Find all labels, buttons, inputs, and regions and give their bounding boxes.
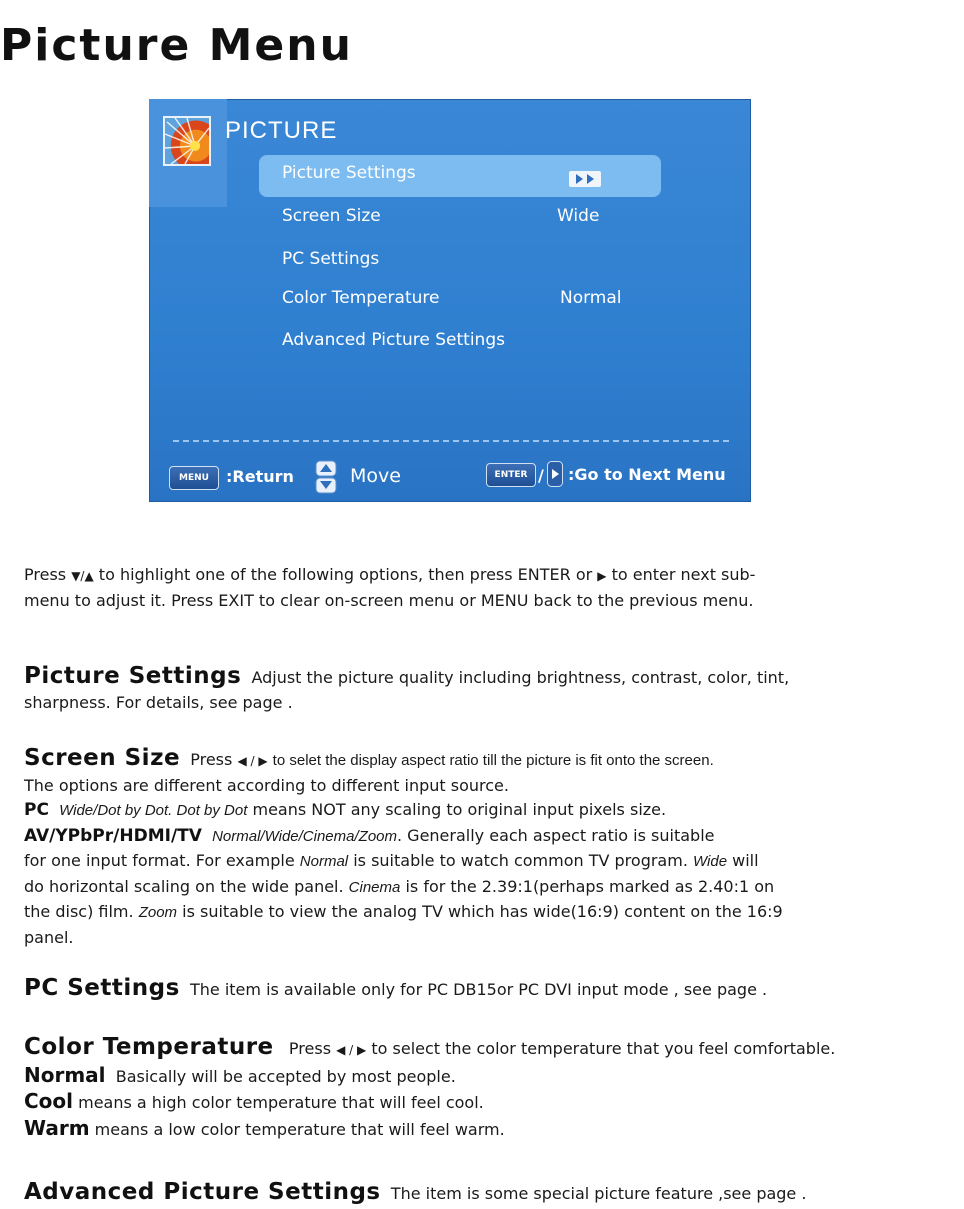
heading-advanced-picture-settings: Advanced Picture Settings [24, 1179, 381, 1205]
osd-picture-menu [149, 99, 751, 502]
osd-item-color-temperature[interactable]: Color Temperature [282, 288, 440, 308]
page-title: Picture Menu [0, 20, 353, 71]
picture-menu-flower-icon [163, 116, 211, 166]
down-up-arrow-icon: ▼/▲ [71, 569, 94, 583]
heading-color-temperature: Color Temperature [24, 1034, 274, 1060]
osd-value-color-temperature: Normal [560, 288, 622, 308]
osd-move-label: Move [350, 465, 401, 487]
osd-slash: / [538, 466, 544, 485]
section-picture-settings: Picture Settings Adjust the picture quality including brightness, contrast, color, tint, sharpness. For details, see page . [24, 663, 790, 712]
heading-picture-settings: Picture Settings [24, 663, 242, 689]
osd-item-picture-settings[interactable]: Picture Settings [282, 163, 416, 183]
osd-value-screen-size: Wide [557, 206, 600, 226]
section-color-temperature: Color Temperature Press ◀ / ▶ to select the color temperature that you feel comfortable. Normal Basically will be accepted by most people. Cool means a high color temperature that will feel cool. Warm means a low color temperature that will feel warm. [24, 1034, 836, 1140]
left-right-arrow-icon: ◀ / ▶ [237, 754, 268, 768]
menu-key-icon: MENU [169, 466, 219, 490]
osd-next-menu-label: :Go to Next Menu [568, 465, 726, 484]
osd-item-pc-settings[interactable]: PC Settings [282, 249, 380, 269]
osd-title: PICTURE [225, 117, 338, 144]
enter-key-icon: ENTER [486, 463, 536, 487]
right-key-icon [547, 461, 563, 487]
section-screen-size: Screen Size Press ◀ / ▶ to selet the display aspect ratio till the picture is fit onto the screen. The options are different according to different input source. PC Wide/Dot by Dot. Dot by Dot means NOT any scaling to original input pixels size. AV/YPbPr/HDMI/TV Normal/Wide/Cinema/Zoom. Generally each aspect ratio is suitable for one input format. For example Normal is suitable to watch common TV program. Wide will do horizontal scaling on the wide panel. Cinema is for the 2.39:1(perhaps marked as 2.40:1 on the disc) film. Zoom is suitable to view the analog TV which has wide(16:9) content on the 16:9 panel. [24, 745, 783, 947]
left-right-arrow-icon: ◀ / ▶ [336, 1043, 367, 1057]
osd-item-screen-size[interactable]: Screen Size [282, 206, 381, 226]
osd-return-label: :Return [226, 467, 294, 486]
osd-item-advanced-picture-settings[interactable]: Advanced Picture Settings [282, 330, 505, 350]
heading-pc-settings: PC Settings [24, 975, 180, 1001]
section-pc-settings: PC Settings The item is available only for PC DB15or PC DVI input mode , see page . [24, 975, 768, 1001]
right-arrow-icon: ▶ [597, 569, 607, 583]
osd-divider [173, 440, 729, 442]
up-down-move-icon [315, 460, 337, 494]
double-right-arrow-icon [569, 171, 601, 187]
heading-screen-size: Screen Size [24, 745, 181, 771]
intro-paragraph: Press ▼/▲ to highlight one of the following options, then press ENTER or ▶ to enter next sub- menu to adjust it. Press EXIT to clear on-screen menu or MENU back to the previous menu. [24, 565, 756, 610]
osd-logo-panel [149, 99, 227, 207]
section-advanced-picture-settings: Advanced Picture Settings The item is some special picture feature ,see page . [24, 1179, 807, 1205]
